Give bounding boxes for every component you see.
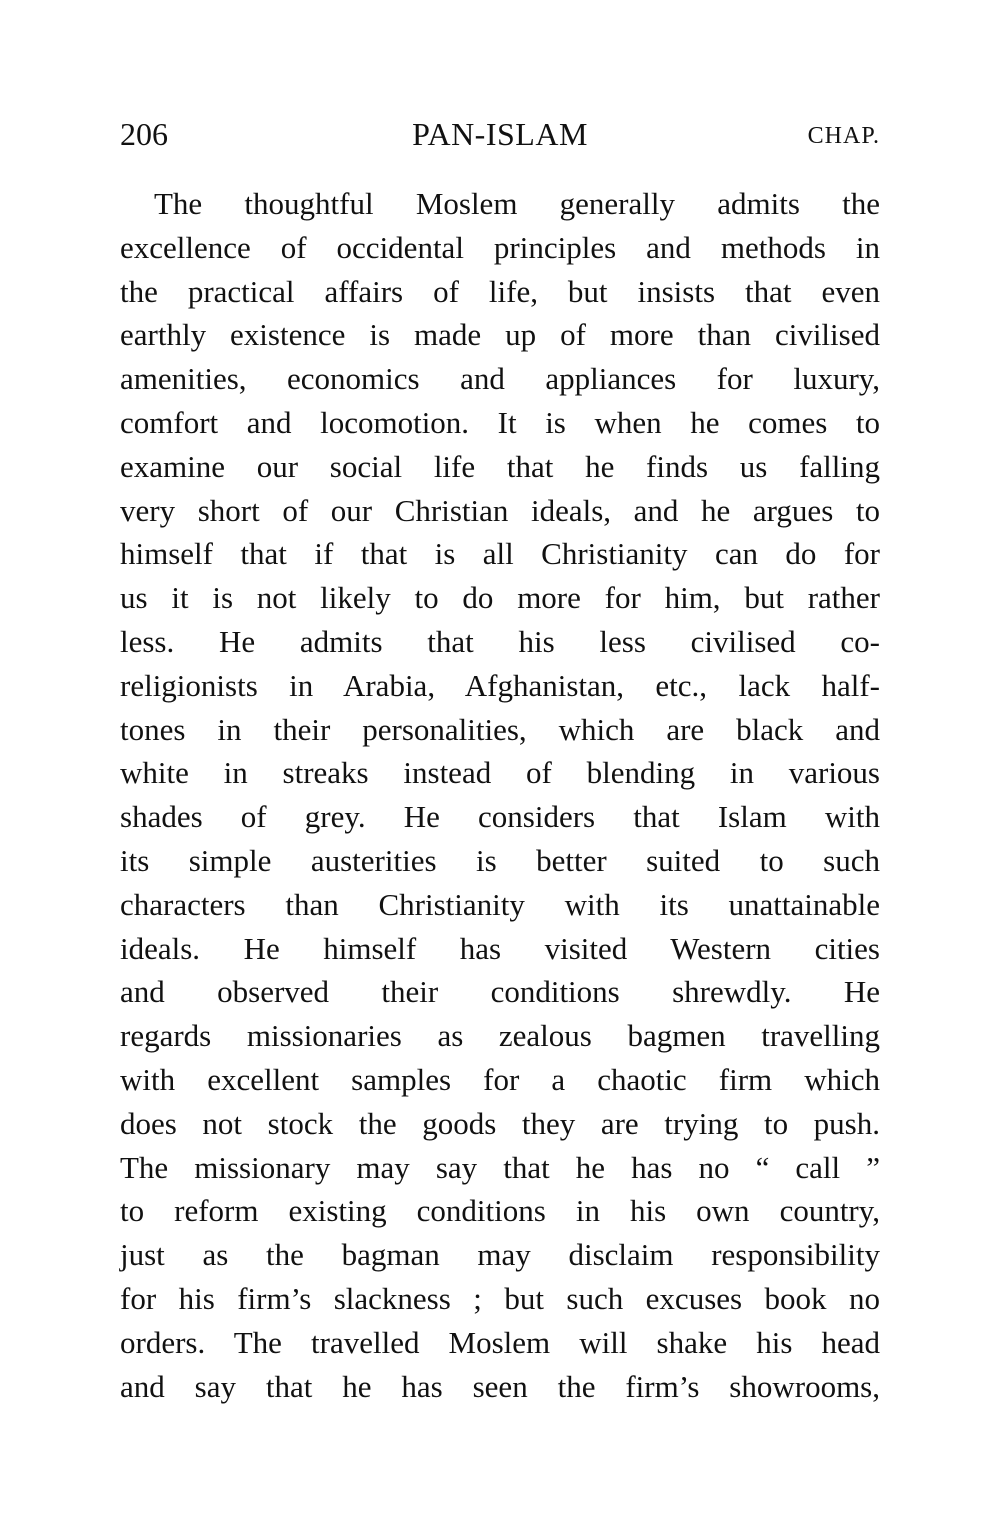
text-line: characters than Christianity with its unattainable	[120, 886, 880, 922]
text-line: for his firm’s slackness ; but such excuses book no	[120, 1280, 880, 1316]
text-line: earthly existence is made up of more than civilised	[120, 317, 880, 353]
text-line: its simple austerities is better suited to such	[120, 842, 880, 878]
text-line: examine our social life that he finds us falling	[120, 448, 880, 484]
text-line: just as the bagman may disclaim responsibility	[120, 1237, 880, 1273]
text-line: The missionary may say that he has no “ call ”	[120, 1149, 880, 1185]
text-line: himself that if that is all Christianity can do for	[120, 536, 880, 572]
page-number: 206	[120, 116, 168, 152]
text-line: us it is not likely to do more for him, but rather	[120, 580, 880, 616]
text-line: ideals. He himself has visited Western cities	[120, 930, 880, 966]
text-line: religionists in Arabia, Afghanistan, etc., lack half-	[120, 667, 880, 703]
book-page	[120, 108, 880, 1408]
text-line: orders. The travelled Moslem will shake his head	[120, 1324, 880, 1360]
text-line: does not stock the goods they are trying to push.	[120, 1105, 880, 1141]
text-line: tones in their personalities, which are black and	[120, 711, 880, 747]
text-line: excellence of occidental principles and methods in	[120, 229, 880, 265]
text-line: less. He admits that his less civilised co-	[120, 623, 880, 659]
text-line: and say that he has seen the firm’s showrooms,	[120, 1368, 880, 1404]
body-text	[120, 182, 880, 1408]
text-line: The thoughtful Moslem generally admits the	[154, 186, 880, 221]
text-line: very short of our Christian ideals, and he argues to	[120, 492, 880, 528]
chapter-label: CHAP.	[807, 123, 880, 149]
running-title: PAN-ISLAM	[412, 116, 588, 152]
text-line: regards missionaries as zealous bagmen travelling	[120, 1018, 880, 1054]
text-line: the practical affairs of life, but insists that even	[120, 273, 880, 309]
text-line: amenities, economics and appliances for luxury,	[120, 361, 880, 397]
text-line: to reform existing conditions in his own country,	[120, 1193, 880, 1229]
running-head	[120, 108, 880, 160]
text-line: with excellent samples for a chaotic firm which	[120, 1061, 880, 1097]
text-line: comfort and locomotion. It is when he comes to	[120, 404, 880, 440]
text-line: shades of grey. He considers that Islam with	[120, 799, 880, 835]
text-line: white in streaks instead of blending in various	[120, 755, 880, 791]
text-line: and observed their conditions shrewdly. He	[120, 974, 880, 1010]
